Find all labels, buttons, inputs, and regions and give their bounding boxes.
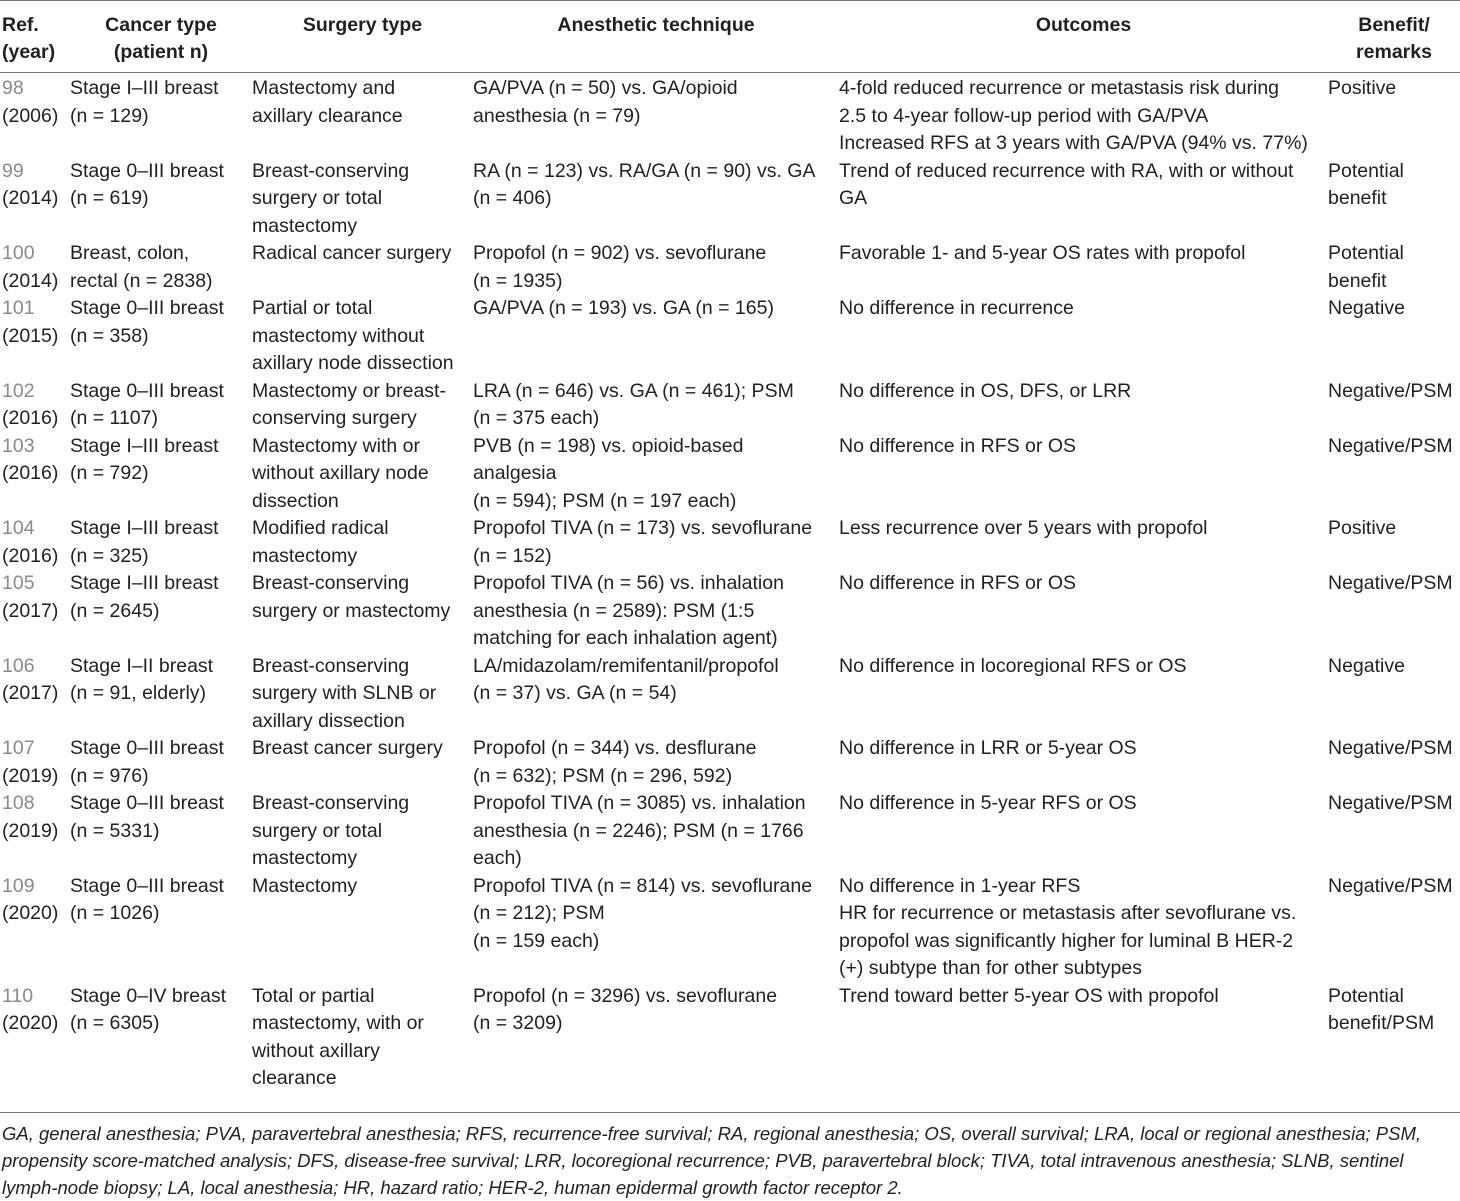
- header-outcomes: Outcomes: [839, 0, 1328, 73]
- cell-cancer-type: Stage I–III breast (n = 792): [70, 434, 219, 484]
- cell-ref-year: [0, 433, 70, 516]
- cell-surgery-type: Radical cancer surgery: [252, 242, 452, 264]
- cell-ref-year: [0, 73, 70, 158]
- cell-cancer-type: Stage I–III breast (n = 129): [70, 77, 219, 127]
- cell-anesthetic-technique: Propofol TIVA (n = 173) vs. sevoflurane (n = 152): [473, 517, 813, 567]
- cell-benefit-remarks: Negative/PSM: [1328, 792, 1453, 814]
- ref-year: (2017): [2, 599, 59, 622]
- cell-cancer-type: Stage I–III breast (n = 2645): [70, 572, 219, 622]
- cell-surgery-type: Modified radical mastectomy: [252, 517, 389, 567]
- cell-surgery-type: Mastectomy and axillary clearance: [252, 77, 403, 127]
- table-header-row: [0, 0, 1460, 73]
- cell-surgery-type: Breast-conserving surgery or total mastectomy: [252, 792, 410, 869]
- cell-surgery-type: Mastectomy or breast- conserving surgery: [252, 379, 446, 429]
- cell-surgery-type: Mastectomy: [252, 874, 358, 897]
- table-row: [0, 653, 1460, 736]
- cell-outcomes: No difference in LRR or 5-year OS: [839, 737, 1137, 759]
- cell-benefit-remarks: Negative/PSM: [1328, 379, 1453, 402]
- cell-benefit-remarks: Potential benefit: [1328, 159, 1404, 209]
- ref-number: 107: [2, 737, 35, 759]
- cell-cancer-type: Stage 0–III breast (n = 619): [70, 159, 224, 209]
- cell-outcomes: No difference in RFS or OS: [839, 434, 1076, 457]
- cell-anesthetic-technique: LA/midazolam/remifentanil/propofol (n = 37) vs. GA (n = 54): [473, 654, 779, 704]
- cell-surgery-type: Breast cancer surgery: [252, 737, 443, 759]
- cell-outcomes: No difference in recurrence: [839, 297, 1074, 319]
- ref-year: (2006): [2, 104, 59, 127]
- header-surgery-type: Surgery type: [252, 0, 473, 73]
- ref-number: 106: [2, 654, 35, 677]
- ref-year: (2020): [2, 1012, 59, 1034]
- cell-outcomes: No difference in locoregional RFS or OS: [839, 654, 1187, 677]
- cell-anesthetic-technique: Propofol TIVA (n = 3085) vs. inhalation anesthesia (n = 2246); PSM (n = 1766 each): [473, 792, 806, 869]
- ref-number: 103: [2, 434, 35, 457]
- ref-number: 109: [2, 874, 35, 897]
- cell-benefit-remarks: Negative: [1328, 297, 1405, 319]
- cell-outcomes: No difference in RFS or OS: [839, 572, 1076, 594]
- cell-cancer-type: Stage I–III breast (n = 325): [70, 517, 219, 567]
- ref-year: (2019): [2, 819, 59, 842]
- cell-ref-year: [0, 158, 70, 241]
- table-row: [0, 570, 1460, 653]
- cell-outcomes: Favorable 1- and 5-year OS rates with propofol: [839, 242, 1246, 264]
- cell-surgery-type: Breast-conserving surgery or total mastectomy: [252, 159, 410, 237]
- cell-benefit-remarks: Negative/PSM: [1328, 434, 1453, 457]
- cell-benefit-remarks: Positive: [1328, 77, 1397, 99]
- cell-cancer-type: Stage 0–III breast (n = 5331): [70, 792, 224, 842]
- cell-ref-year: [0, 790, 70, 873]
- header-benefit-remarks: Benefit/ remarks: [1328, 0, 1460, 73]
- cell-cancer-type: Breast, colon, rectal (n = 2838): [70, 242, 213, 292]
- cell-outcomes: No difference in OS, DFS, or LRR: [839, 379, 1132, 402]
- table-row: [0, 873, 1460, 983]
- cell-outcomes: No difference in 5-year RFS or OS: [839, 792, 1137, 814]
- cell-benefit-remarks: Negative/PSM: [1328, 572, 1453, 594]
- ref-year: (2019): [2, 764, 59, 787]
- cell-surgery-type: Breast-conserving surgery or mastectomy: [252, 572, 451, 622]
- cell-ref-year: [0, 570, 70, 653]
- ref-number: 104: [2, 517, 35, 539]
- cell-cancer-type: Stage 0–III breast (n = 1107): [70, 379, 224, 429]
- cell-ref-year: [0, 515, 70, 570]
- cell-cancer-type: Stage 0–III breast (n = 976): [70, 737, 224, 787]
- cell-anesthetic-technique: PVB (n = 198) vs. opioid-based analgesia (n = 594); PSM (n = 197 each): [473, 434, 744, 512]
- header-anesthetic-technique: Anesthetic technique: [473, 0, 839, 73]
- cell-cancer-type: Stage 0–III breast (n = 1026): [70, 874, 224, 924]
- cell-outcomes: Less recurrence over 5 years with propofol: [839, 517, 1208, 539]
- cell-surgery-type: Mastectomy with or without axillary node dissection: [252, 434, 429, 512]
- cell-ref-year: [0, 240, 70, 295]
- cell-anesthetic-technique: RA (n = 123) vs. RA/GA (n = 90) vs. GA (n = 406): [473, 159, 816, 209]
- cell-anesthetic-technique: Propofol (n = 902) vs. sevoflurane (n = 1935): [473, 242, 767, 292]
- ref-number: 99: [2, 159, 24, 182]
- cell-anesthetic-technique: Propofol TIVA (n = 56) vs. inhalation anesthesia (n = 2589): PSM (1:5 matching for each inhalation agent): [473, 572, 784, 649]
- table-row: [0, 790, 1460, 873]
- cell-anesthetic-technique: Propofol (n = 3296) vs. sevoflurane (n = 3209): [473, 984, 778, 1034]
- cell-outcomes: Trend toward better 5-year OS with propofol: [839, 984, 1219, 1007]
- table-row: [0, 73, 1460, 158]
- cell-benefit-remarks: Negative/PSM: [1328, 737, 1453, 759]
- ref-number: 110: [2, 984, 34, 1007]
- cell-anesthetic-technique: GA/PVA (n = 50) vs. GA/opioid anesthesia (n = 79): [473, 77, 738, 127]
- ref-year: (2016): [2, 544, 59, 567]
- ref-year: (2015): [2, 324, 59, 347]
- table-row: [0, 983, 1460, 1093]
- cell-anesthetic-technique: GA/PVA (n = 193) vs. GA (n = 165): [473, 297, 774, 319]
- table-row: [0, 240, 1460, 295]
- ref-year: (2014): [2, 269, 59, 292]
- cell-benefit-remarks: Negative: [1328, 654, 1405, 677]
- table-row: [0, 378, 1460, 433]
- table-footnote: GA, general anesthesia; PVA, paravertebral anesthesia; RFS, recurrence-free survival; RA, regional anesthesia; OS, overall survival; LRA, local or regional anesthesia; PSM, propensity score-matched analysis; DFS, disease-free survival; LRR, locoregional recurrence; PVB, paravertebral block; TIVA, total intravenous anesthesia; SLNB, sentinel lymph-node biopsy; LA, local anesthesia; HR, hazard ratio; HER-2, human epidermal growth factor receptor 2.: [2, 1123, 1422, 1198]
- cell-anesthetic-technique: Propofol (n = 344) vs. desflurane (n = 632); PSM (n = 296, 592): [473, 737, 757, 787]
- ref-year: (2016): [2, 462, 59, 484]
- cell-surgery-type: Total or partial mastectomy, with or without axillary clearance: [252, 984, 424, 1089]
- cell-ref-year: [0, 653, 70, 736]
- ref-year: (2014): [2, 187, 59, 209]
- ref-number: 98: [2, 77, 24, 99]
- header-cancer-type: Cancer type (patient n): [70, 0, 252, 73]
- ref-number: 105: [2, 572, 35, 594]
- cell-ref-year: [0, 873, 70, 983]
- table-row: [0, 515, 1460, 570]
- cell-surgery-type: Partial or total mastectomy without axillary node dissection: [252, 297, 454, 374]
- cell-surgery-type: Breast-conserving surgery with SLNB or axillary dissection: [252, 654, 437, 732]
- cell-cancer-type: Stage I–II breast (n = 91, elderly): [70, 654, 214, 704]
- cell-ref-year: [0, 378, 70, 433]
- ref-number: 100: [2, 242, 35, 264]
- cell-anesthetic-technique: LRA (n = 646) vs. GA (n = 461); PSM (n = 375 each): [473, 379, 794, 429]
- cell-benefit-remarks: Positive: [1328, 517, 1397, 539]
- cell-cancer-type: Stage 0–IV breast (n = 6305): [70, 984, 227, 1034]
- table-row: [0, 158, 1460, 241]
- cell-ref-year: [0, 735, 70, 790]
- cell-ref-year: [0, 295, 70, 378]
- ref-number: 102: [2, 379, 35, 402]
- header-ref-year: Ref. (year): [0, 0, 70, 73]
- table-row: [0, 295, 1460, 378]
- table-row: [0, 433, 1460, 516]
- cell-ref-year: [0, 983, 70, 1093]
- table-bottom-rule: [0, 1112, 1460, 1113]
- ref-number: 108: [2, 792, 35, 814]
- cell-anesthetic-technique: Propofol TIVA (n = 814) vs. sevoflurane (n = 212); PSM (n = 159 each): [473, 874, 813, 952]
- cell-benefit-remarks: Negative/PSM: [1328, 874, 1453, 897]
- cell-benefit-remarks: Potential benefit: [1328, 242, 1404, 292]
- ref-year: (2017): [2, 682, 59, 704]
- cell-cancer-type: Stage 0–III breast (n = 358): [70, 297, 224, 347]
- cell-benefit-remarks: Potential benefit/PSM: [1328, 984, 1435, 1034]
- cell-outcomes: 4-fold reduced recurrence or metastasis risk during 2.5 to 4-year follow-up period with GA/PVA Increased RFS at 3 years with GA/PVA (94% vs. 77%): [839, 77, 1308, 154]
- ref-year: (2020): [2, 902, 59, 924]
- table-row: [0, 735, 1460, 790]
- ref-number: 101: [2, 297, 35, 319]
- ref-year: (2016): [2, 407, 59, 429]
- cell-outcomes: Trend of reduced recurrence with RA, with or without GA: [839, 159, 1294, 209]
- cell-outcomes: No difference in 1-year RFS HR for recurrence or metastasis after sevoflurane vs. propofol was significantly higher for luminal B HER-2 (+) subtype than for other subtypes: [839, 874, 1297, 979]
- table-body: [0, 73, 1460, 1093]
